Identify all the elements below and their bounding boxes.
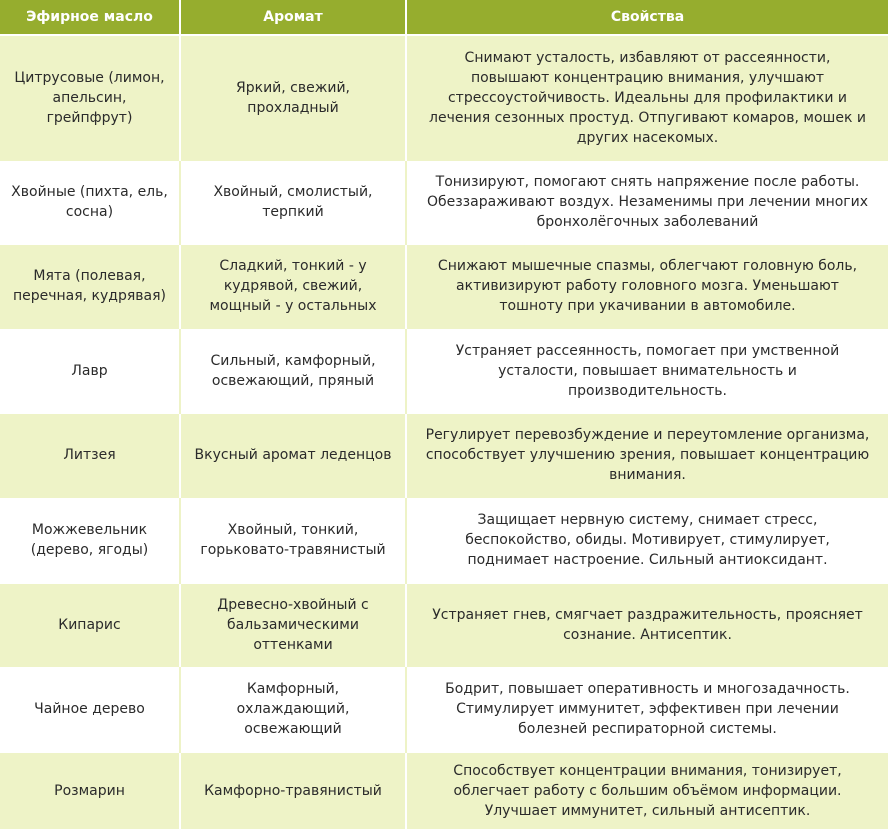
table-row	[0, 244, 888, 328]
table-row	[0, 666, 888, 752]
oil-aroma: Сильный, камфорный, освежающий, пряный	[180, 328, 406, 413]
oil-properties: Регулирует перевозбуждение и переутомление организма, способствует улучшению зрения, повышает концентрацию внимания.	[406, 413, 888, 497]
header-aroma: Аромат	[180, 0, 406, 35]
oil-name: Розмарин	[0, 752, 180, 829]
table-row	[0, 752, 888, 829]
oil-aroma: Камфорно-травянистый	[180, 752, 406, 829]
oil-properties: Снижают мышечные спазмы, облегчают головную боль, активизируют работу головного мозга. Уменьшают тошноту при укачивании в автомобиле.	[406, 244, 888, 328]
oil-aroma: Сладкий, тонкий - у кудрявой, свежий, мощный - у остальных	[180, 244, 406, 328]
oil-name: Мята (полевая, перечная, кудрявая)	[0, 244, 180, 328]
table-row	[0, 497, 888, 583]
oil-name: Чайное дерево	[0, 666, 180, 752]
oil-name: Кипарис	[0, 583, 180, 666]
oil-aroma: Хвойный, смолистый, терпкий	[180, 160, 406, 244]
table-header-row	[0, 0, 888, 35]
oil-properties: Тонизируют, помогают снять напряжение после работы. Обеззараживают воздух. Незаменимы при лечении многих бронхолёгочных заболеваний	[406, 160, 888, 244]
header-oil: Эфирное масло	[0, 0, 180, 35]
table-row	[0, 413, 888, 497]
oil-name: Хвойные (пихта, ель, сосна)	[0, 160, 180, 244]
table-row	[0, 160, 888, 244]
table-row	[0, 35, 888, 160]
oil-properties: Устраняет гнев, смягчает раздражительность, проясняет сознание. Антисептик.	[406, 583, 888, 666]
oil-name: Литзея	[0, 413, 180, 497]
oil-aroma: Хвойный, тонкий, горьковато-травянистый	[180, 497, 406, 583]
table-row	[0, 328, 888, 413]
oil-name: Можжевельник (дерево, ягоды)	[0, 497, 180, 583]
oil-aroma: Древесно-хвойный с бальзамическими оттенками	[180, 583, 406, 666]
oil-properties: Способствует концентрации внимания, тонизирует, облегчает работу с большим объёмом информации. Улучшает иммунитет, сильный антисептик.	[406, 752, 888, 829]
oil-aroma: Камфорный, охлаждающий, освежающий	[180, 666, 406, 752]
oil-aroma: Вкусный аромат леденцов	[180, 413, 406, 497]
oil-name: Лавр	[0, 328, 180, 413]
oil-properties: Защищает нервную систему, снимает стресс, беспокойство, обиды. Мотивирует, стимулирует, поднимает настроение. Сильный антиоксидант.	[406, 497, 888, 583]
oil-name: Цитрусовые (лимон, апельсин, грейпфрут)	[0, 35, 180, 160]
table-row	[0, 583, 888, 666]
oil-properties: Снимают усталость, избавляют от рассеянности, повышают концентрацию внимания, улучшают стрессоустойчивость. Идеальны для профилактики и лечения сезонных простуд. Отпугивают комаров, мошек и других насекомых.	[406, 35, 888, 160]
oil-aroma: Яркий, свежий, прохладный	[180, 35, 406, 160]
header-properties: Свойства	[406, 0, 888, 35]
oil-properties: Бодрит, повышает оперативность и многозадачность. Стимулирует иммунитет, эффективен при лечении болезней респираторной системы.	[406, 666, 888, 752]
oil-properties: Устраняет рассеянность, помогает при умственной усталости, повышает внимательность и производительность.	[406, 328, 888, 413]
